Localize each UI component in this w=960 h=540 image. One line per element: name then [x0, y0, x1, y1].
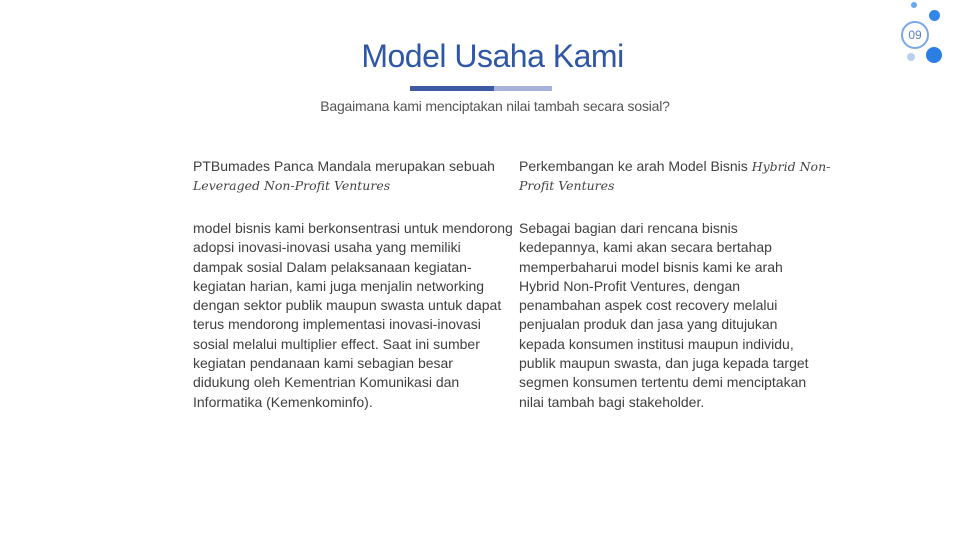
slide-subtitle: Bagaimana kami menciptakan nilai tambah secara sosial?	[320, 98, 670, 114]
title-underline-light	[494, 86, 552, 91]
title-underline-dark	[410, 86, 494, 91]
right-heading-emphasis: Hybrid Non-Profit Ventures	[519, 159, 831, 194]
left-heading-text: PTBumades Panca Mandala merupakan sebuah	[193, 158, 495, 174]
left-body: model bisnis kami berkonsentrasi untuk mendorong adopsi inovasi-inovasi usaha yang memiliki dampak sosial Dalam pelaksanaan kegiatan-kegiatan harian, kami juga menjalin networking dengan sektor publik maupun swasta untuk dapat terus mendorong implementasi inovasi-inovasi sosial melalui multiplier effect. Saat ini sumber kegiatan pendanaan kami sebagian besar didukung oleh Kementrian Komunikasi dan Informatika (Kemenkominfo).	[193, 220, 513, 410]
left-heading	[193, 157, 513, 196]
right-heading-text: Perkembangan ke arah Model Bisnis	[519, 158, 752, 174]
page-number: 09	[908, 28, 922, 42]
right-body: Sebagai bagian dari rencana bisnis kedepannya, kami akan secara bertahap memperbaharui model bisnis kami ke arah Hybrid Non-Profit Ventures, dengan penambahan aspek cost recovery melalui penjualan produk dan jasa yang ditujukan kepada konsumen institusi maupun individu, publik maupun swasta, dan juga kepada target segmen konsumen tertentu demi menciptakan nilai tambah bagi stakeholder.	[519, 220, 809, 410]
badge-dot-large	[929, 10, 940, 21]
badge-dot-small	[911, 2, 917, 8]
right-column	[519, 157, 839, 412]
slide-title: Model Usaha Kami	[361, 38, 624, 74]
right-heading	[519, 157, 839, 196]
left-column	[193, 157, 513, 412]
left-heading-emphasis: Leveraged Non-Profit Ventures	[193, 178, 391, 194]
